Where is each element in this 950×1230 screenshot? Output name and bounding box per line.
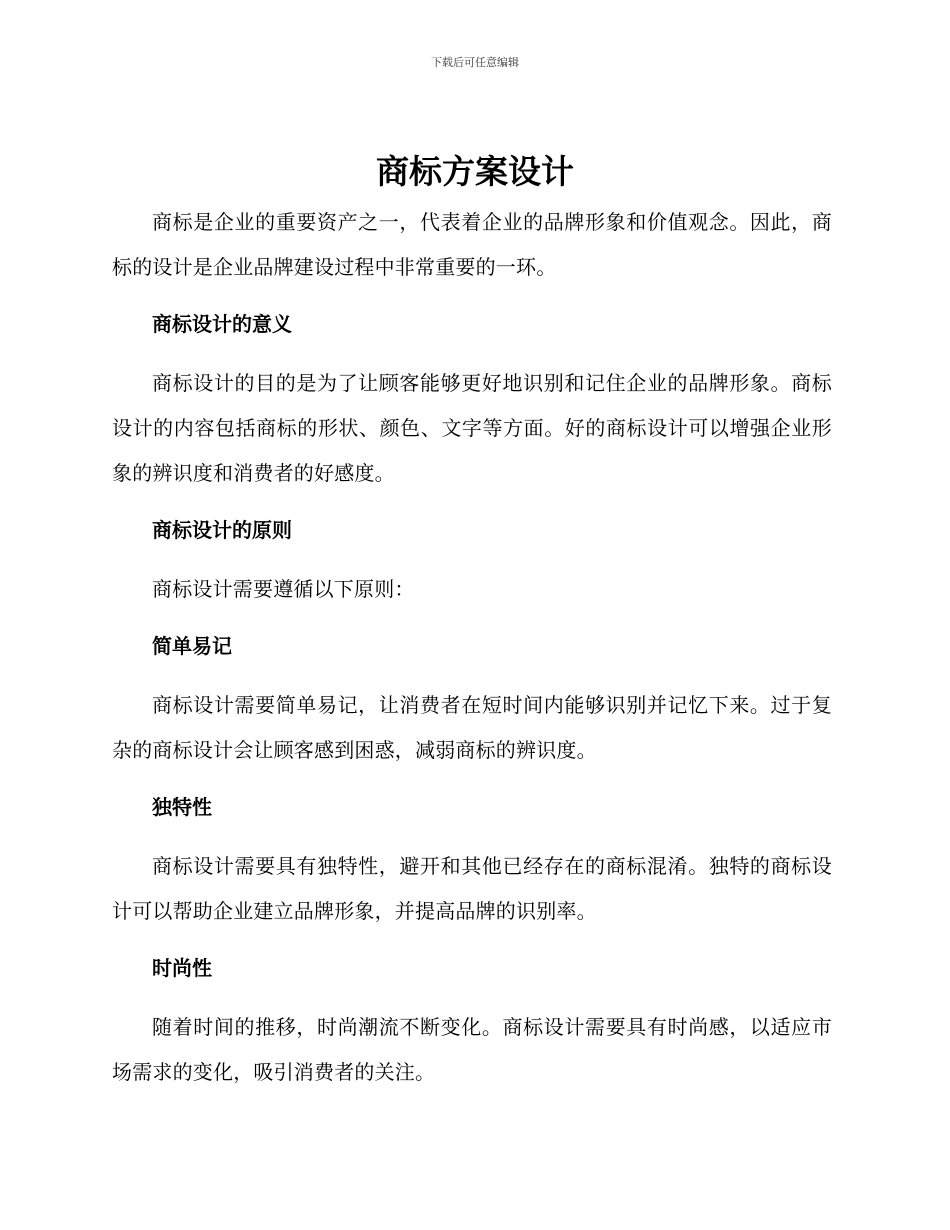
section-body-principles: 商标设计需要遵循以下原则： bbox=[152, 577, 415, 601]
section-heading-fashion: 时尚性 bbox=[152, 956, 212, 980]
section-heading-unique: 独特性 bbox=[152, 795, 212, 819]
section-body-unique: 商标设计需要具有独特性，避开和其他已经存在的商标混淆。独特的商标设计可以帮助企业建立品牌形象，并提高品牌的识别率。 bbox=[112, 854, 832, 923]
section-heading-simple: 简单易记 bbox=[152, 634, 232, 658]
section-body-meaning: 商标设计的目的是为了让顾客能够更好地识别和记住企业的品牌形象。商标设计的内容包括商标的形状、颜色、文字等方面。好的商标设计可以增强企业形象的辨识度和消费者的好感度。 bbox=[112, 371, 832, 485]
section-heading-principles: 商标设计的原则 bbox=[152, 518, 292, 542]
document-body bbox=[112, 200, 832, 1095]
header-note: 下载后可任意编辑 bbox=[431, 56, 519, 69]
section-body-fashion: 随着时间的推移，时尚潮流不断变化。商标设计需要具有时尚感，以适应市场需求的变化，吸引消费者的关注。 bbox=[112, 1015, 832, 1084]
intro-paragraph: 商标是企业的重要资产之一，代表着企业的品牌形象和价值观念。因此，商标的设计是企业品牌建设过程中非常重要的一环。 bbox=[112, 210, 832, 279]
document-title: 商标方案设计 bbox=[376, 152, 574, 191]
section-body-simple: 商标设计需要简单易记，让消费者在短时间内能够识别并记忆下来。过于复杂的商标设计会让顾客感到困惑，减弱商标的辨识度。 bbox=[112, 693, 832, 762]
section-heading-meaning: 商标设计的意义 bbox=[152, 312, 292, 336]
